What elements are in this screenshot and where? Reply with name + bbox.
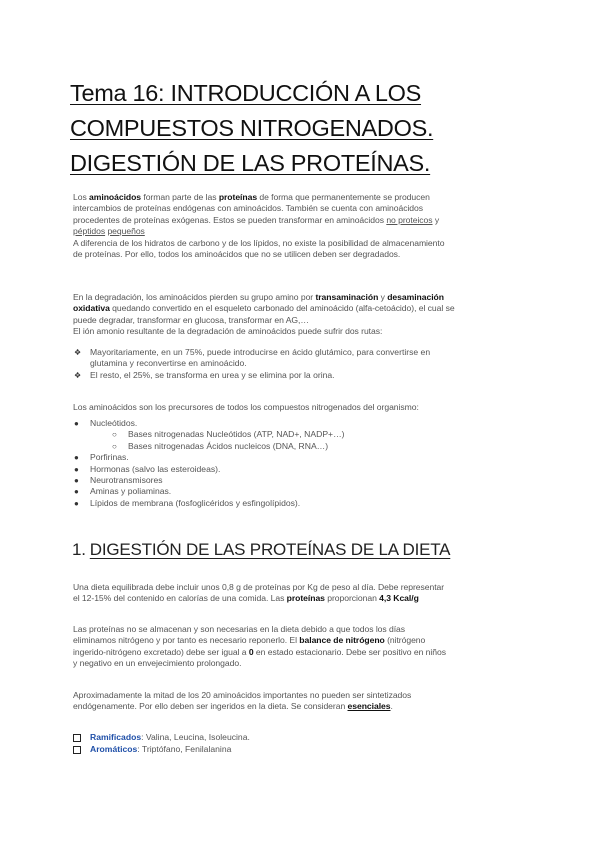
list-item: ● Porfirinas. — [74, 452, 129, 463]
bullet-icon: ● — [74, 464, 79, 474]
section-heading: 1. DIGESTIÓN DE LAS PROTEÍNAS DE LA DIETA — [72, 540, 451, 559]
circle-bullet-icon: ○ — [112, 441, 117, 451]
list-item: Ramificados: Valina, Leucina, Isoleucina. — [90, 732, 250, 743]
bullet-icon: ● — [74, 487, 79, 497]
list-item: ❖ El resto, el 25%, se transforma en urea y se elimina por la orina. — [74, 369, 335, 380]
diamond-bullet-icon: ❖ — [74, 348, 82, 357]
sub-list-item: ○ Bases nitrogenadas Nucleótidos (ATP, NAD+, NADP+…) — [112, 429, 345, 440]
paragraph-diet: Una dieta equilibrada debe incluir unos 0,8 g de proteínas por Kg de peso al día. Debe representar el 12-15% del contenido en calorías de una comida. Las proteínas proporcionan 4,3 Kcal/g — [73, 582, 445, 604]
list-item: Aromáticos: Triptófano, Fenilalanina — [90, 744, 250, 755]
title-line: DIGESTIÓN DE LAS PROTEÍNAS. — [70, 150, 431, 176]
checkbox-bullet-icon — [73, 734, 81, 742]
diamond-bullet-icon: ❖ — [74, 370, 82, 380]
list-item-continuation: glutamina y reconvertirse en aminoácido. — [90, 358, 247, 369]
checkbox-bullet-icon — [73, 746, 81, 754]
list-item: ● Neurotransmisores — [74, 475, 163, 486]
list-item: ● Lípidos de membrana (fosfoglicéridos y esfingolípidos). — [74, 497, 301, 508]
page-title — [70, 76, 540, 181]
list-item: ❖ Mayoritariamente, en un 75%, puede introducirse en ácido glutámico, para convertirse en — [74, 347, 431, 357]
list-item: ● Aminas y poliaminas. — [74, 486, 172, 497]
paragraph-precursors: Los aminoácidos son los precursores de todos los compuestos nitrogenados del organismo: — [73, 402, 419, 412]
ammonium-routes-list — [74, 347, 431, 381]
bullet-icon: ● — [74, 476, 79, 486]
title-line: COMPUESTOS NITROGENADOS. — [70, 115, 434, 141]
list-item: ● Hormonas (salvo las esteroideas). — [74, 463, 221, 474]
bullet-icon: ● — [74, 498, 79, 508]
essential-list — [90, 732, 250, 756]
paragraph-essential: Aproximadamente la mitad de los 20 aminoácidos importantes no pueden ser sintetizados endógenamente. Por ello deben ser ingeridos en la dieta. Se consideran esenciales. — [73, 690, 412, 712]
paragraph-nitrogen-balance: Las proteínas no se almacenan y son necesarias en la dieta debido a que todos los días eliminamos nitrógeno y por tanto es necesario reponerlo. El balance de nitrógeno (nitrógeno ingerido-nitrógeno excretado) debe ser igual a 0 en estado estacionario. Debe ser positivo en niños y negativo en un envejecimiento prolongado. — [73, 624, 446, 669]
paragraph-intro: Los aminoácidos forman parte de las proteínas de forma que permanentemente se producen intercambios de proteínas endógenas con aminoácidos. También se cuenta con aminoácidos procedentes de proteínas exógenas. Estos se pueden transformar en aminoácidos no proteicos y péptidos pequeños A diferencia de los hidratos de carbono y de los lípidos, no existe la posibilidad de almacenamiento de proteínas. Por ello, todos los aminoácidos que no se utilicen deben ser degradados. — [73, 192, 445, 260]
precursors-list — [74, 418, 345, 509]
title-line: Tema 16: INTRODUCCIÓN A LOS — [70, 80, 422, 106]
sub-list-item: ○ Bases nitrogenadas Ácidos nucleicos (DNA, RNA…) — [112, 440, 329, 451]
bullet-icon: ● — [74, 453, 79, 463]
bullet-icon: ● — [74, 419, 79, 428]
list-item: ● Nucleótidos. — [74, 418, 138, 428]
paragraph-degradation: En la degradación, los aminoácidos pierden su grupo amino por transaminación y desaminación oxidativa quedando convertido en el esqueleto carbonado del aminoácido (alfa-cetoácido), el cual se puede degradar, transformar en glucosa, transformar en AG,… El ión amonio resultante de la degradación de aminoácidos puede sufrir dos rutas: — [73, 292, 455, 337]
circle-bullet-icon: ○ — [112, 430, 117, 440]
